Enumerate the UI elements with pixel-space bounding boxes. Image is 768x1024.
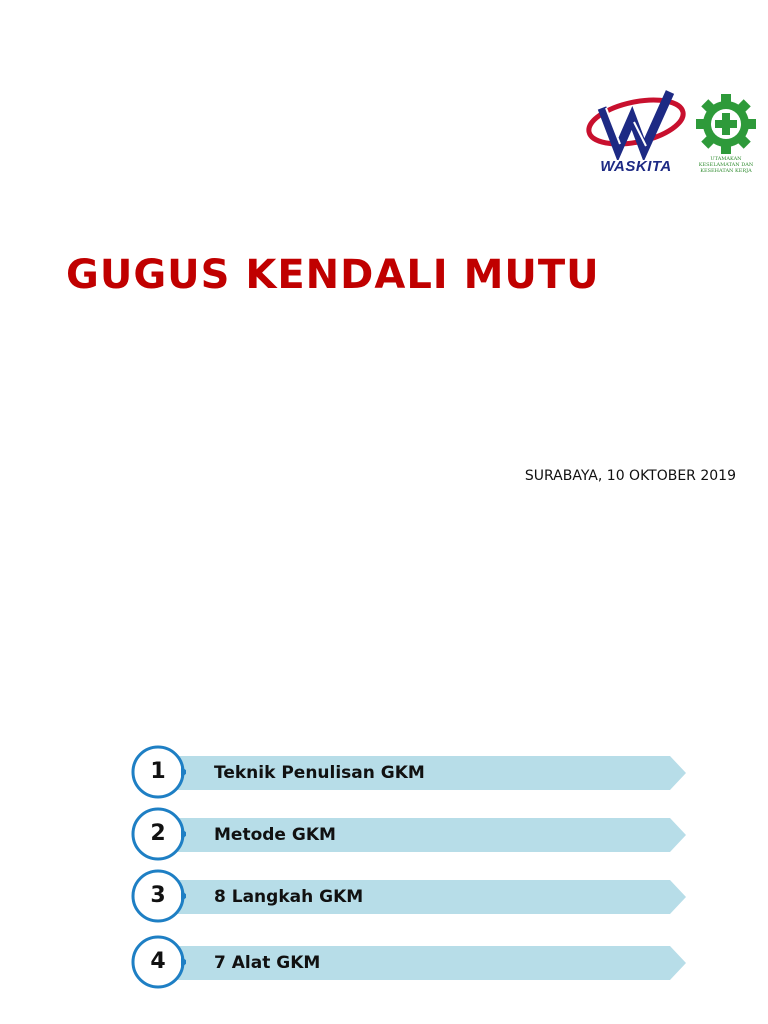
agenda-label: Metode GKM	[214, 825, 336, 845]
waskita-logo-text: WASKITA	[600, 158, 672, 175]
waskita-logo-mark	[584, 88, 688, 160]
date-location: SURABAYA, 10 OKTOBER 2019	[524, 468, 736, 484]
agenda-label: Teknik Penulisan GKM	[214, 763, 425, 783]
gear-cross-icon	[690, 94, 762, 156]
k3-safety-logo	[690, 94, 762, 174]
agenda-item-4	[130, 934, 686, 990]
agenda-item-1	[130, 744, 686, 800]
waskita-logo	[584, 88, 688, 180]
agenda-number: 4	[150, 949, 166, 974]
agenda-label: 7 Alat GKM	[214, 953, 321, 973]
agenda-number: 1	[150, 759, 166, 784]
agenda-item-3	[130, 868, 686, 924]
agenda-label: 8 Langkah GKM	[214, 887, 364, 907]
agenda-number: 2	[150, 821, 166, 846]
slide-title: GUGUS KENDALI MUTU	[66, 252, 600, 298]
agenda-item-2	[130, 806, 686, 862]
agenda-number: 3	[150, 883, 166, 908]
k3-logo-text: UTAMAKAN KESELAMATAN DAN KESEHATAN KERJA	[698, 156, 754, 174]
